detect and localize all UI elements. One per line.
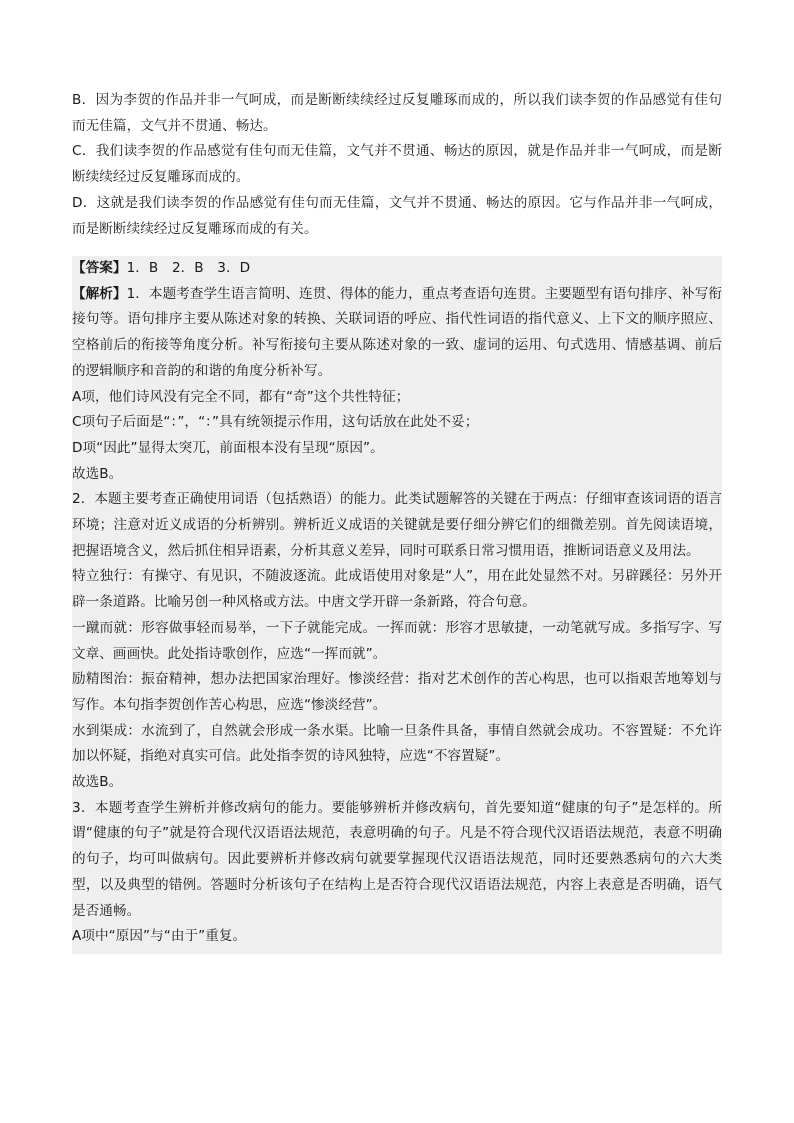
analysis-paragraph: 1．本题考查学生语言简明、连贯、得体的能力，重点考查语句连贯。主要题型有语句排序、补写衔接句等。语句排序主要从陈述对象的转换、关联词语的呼应、指代性词语的指代意义、上下文的顺序照应、空格前后的衔接等角度分析。补写衔接句主要从陈述对象的一致、虚词的运用、句式选用、情感基调、前后的逻辑顺序和音韵的和谐的角度分析补写。 (72, 285, 722, 379)
analysis-paragraph: 故选B。 (72, 465, 123, 482)
analysis-paragraph: C项句子后面是“：”，“：”具有统领提示作用，这句话放在此处不妥； (72, 414, 479, 431)
analysis-label: 【解析】 (72, 285, 127, 302)
analysis-q1-intro (72, 282, 722, 385)
analysis-paragraph: D项“因此”显得太突兀，前面根本没有呈现“原因”。 (72, 439, 384, 456)
analysis-paragraph: 3．本题考查学生辨析并修改病句的能力。要能够辨析并修改病句，首先要知道“健康的句子”是怎样的。所谓“健康的句子”就是符合现代汉语语法规范，表意明确的句子。凡是不符合现代汉语语法规范，表意不明确的句子，均可叫做病句。因此要辨析并修改病句就要掌握现代汉语语法规范，同时还要熟悉病句的六大类型，以及典型的错例。答题时分析该句子在结构上是否符合现代汉语语法规范，内容上表意是否明确，语气是否通畅。 (72, 799, 722, 919)
option-c: C．我们读李贺的作品感觉有佳句而无佳篇，文气并不贯通、畅达的原因，就是作品并非一气呵成，而是断断续续经过反复雕琢而成的。 (72, 143, 722, 186)
answer-analysis-section (72, 256, 722, 954)
option-list (72, 88, 722, 242)
option-d: D．这就是我们读李贺的作品感觉有佳句而无佳篇，文气并不贯通、畅达的原因。它与作品并非一气呵成，而是断断续续经过反复雕琢而成的有关。 (72, 194, 722, 237)
analysis-paragraph: 励精图治：振奋精神，想办法把国家治理好。惨淡经营：指对艺术创作的苦心构思，也可以指艰苦地筹划与写作。本句指李贺创作苦心构思，应选“惨淡经营”。 (72, 671, 722, 713)
option-b: B．因为李贺的作品并非一气呵成，而是断断续续经过反复雕琢而成的，所以我们读李贺的作品感觉有佳句而无佳篇，文气并不贯通、畅达。 (72, 92, 722, 134)
analysis-paragraph: A项，他们诗风没有完全不同，都有“奇”这个共性特征； (72, 388, 410, 405)
analysis-paragraph: 故选B。 (72, 774, 123, 791)
analysis-paragraph: 一蹴而就：形容做事轻而易举，一下子就能完成。一挥而就：形容才思敏捷，一动笔就写成。多指写字、写文章、画画快。此处指诗歌创作，应选“一挥而就”。 (72, 619, 722, 662)
analysis-paragraph: 2．本题主要考查正确使用词语（包括熟语）的能力。此类试题解答的关键在于两点：仔细审查该词语的语言环境；注意对近义成语的分析辨别。辨析近义成语的关键就是要仔细分辨它们的细微差别。首先阅读语境，把握语境含义，然后抓住相异语素，分析其意义差异，同时可联系日常习惯用语，推断词语意义及用法。 (72, 491, 722, 559)
analysis-paragraph: 特立独行：有操守、有见识，不随波逐流。此成语使用对象是“人”，用在此处显然不对。另辟蹊径：另外开辟一条道路。比喻另创一种风格或方法。中唐文学开辟一条新路，符合句意。 (72, 568, 722, 611)
answer-line (72, 256, 722, 282)
analysis-paragraph: A项中“原因”与“由于”重复。 (72, 928, 247, 945)
answer-value: 1．B 2．B 3．D (126, 260, 251, 276)
analysis-paragraph: 水到渠成：水流到了，自然就会形成一条水渠。比喻一旦条件具备，事情自然就会成功。不容置疑：不允许加以怀疑，指绝对真实可信。此处指李贺的诗风独特，应选“不容置疑”。 (72, 722, 722, 765)
answer-label: 【答案】 (72, 260, 127, 276)
